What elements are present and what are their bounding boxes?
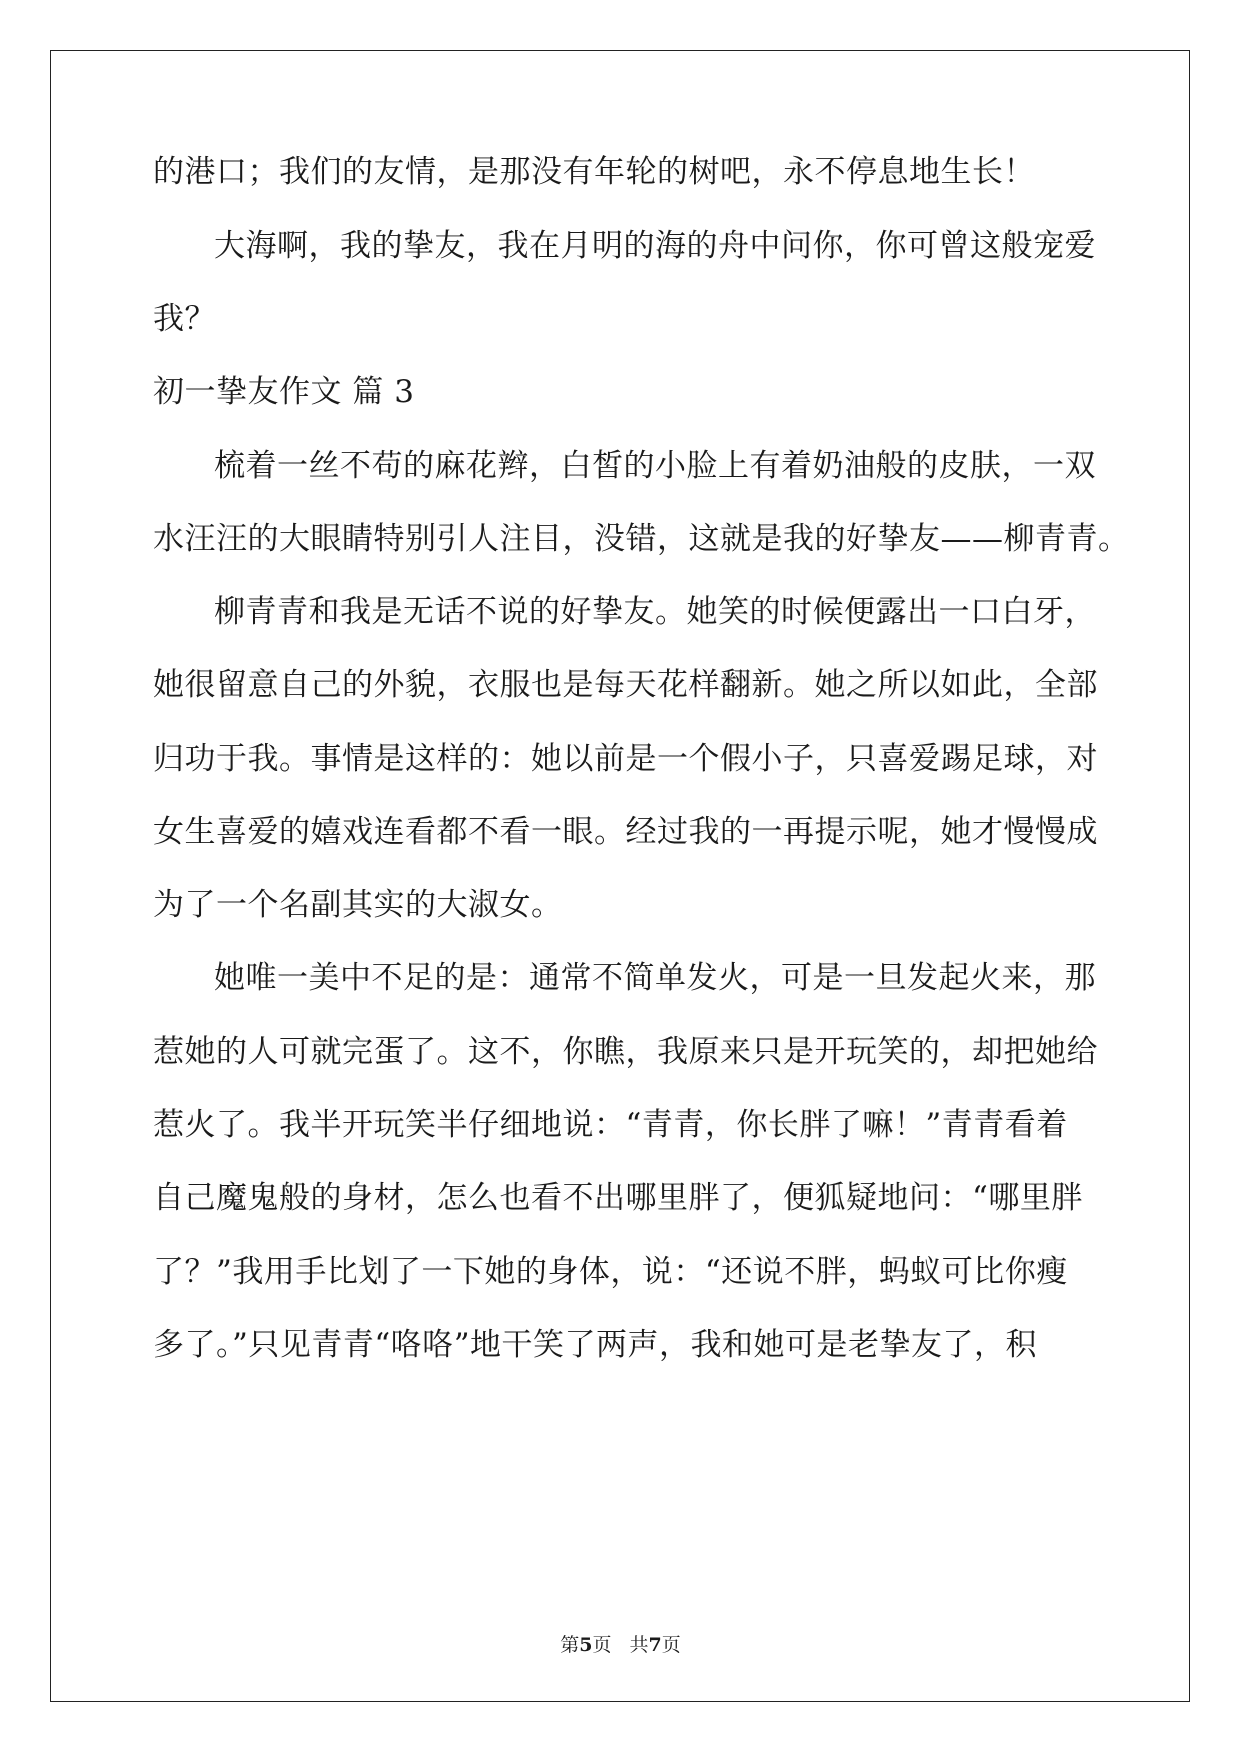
text-line: 她很留意自己的外貌，衣服也是每天花样翻新。她之所以如此，全部 xyxy=(153,667,1098,703)
page-suffix: 页 xyxy=(592,1634,612,1656)
text-line: 为了一个名副其实的大淑女。 xyxy=(153,887,563,923)
paragraph-start: 柳青青和我是无话不说的好挚友。她笑的时候便露出一口白牙， xyxy=(214,594,1096,630)
text-line: 的港口；我们的友情，是那没有年轮的树吧，永不停息地生长！ xyxy=(153,154,1035,190)
page-border xyxy=(50,50,1190,1702)
paragraph-start: 梳着一丝不苟的麻花辫，白皙的小脸上有着奶油般的皮肤，一双 xyxy=(214,448,1096,484)
page-number-current: 5 xyxy=(579,1634,593,1656)
text-line: 惹她的人可就完蛋了。这不，你瞧，我原来只是开玩笑的，却把她给 xyxy=(153,1034,1098,1070)
text-line: 归功于我。事情是这样的：她以前是一个假小子，只喜爱踢足球，对 xyxy=(153,741,1098,777)
text-line: 自己魔鬼般的身材，怎么也看不出哪里胖了，便狐疑地问：“哪里胖 xyxy=(153,1180,1083,1216)
text-line: 我？ xyxy=(153,301,216,337)
text-line: 多了。”只见青青“咯咯”地干笑了两声，我和她可是老挚友了，积 xyxy=(153,1327,1038,1363)
section-heading: 初一挚友作文 篇 3 xyxy=(153,374,415,410)
paragraph-start: 大海啊，我的挚友，我在月明的海的舟中问你，你可曾这般宠爱 xyxy=(214,228,1096,264)
total-suffix: 页 xyxy=(661,1634,681,1656)
paragraph-start: 她唯一美中不足的是：通常不简单发火，可是一旦发起火来，那 xyxy=(214,960,1096,996)
page-footer xyxy=(0,1633,1241,1657)
total-prefix: 共 xyxy=(629,1634,649,1656)
text-line: 水汪汪的大眼睛特别引人注目，没错，这就是我的好挚友——柳青青。 xyxy=(153,521,1130,557)
page-number-total: 7 xyxy=(648,1634,662,1656)
text-line: 女生喜爱的嬉戏连看都不看一眼。经过我的一再提示呢，她才慢慢成 xyxy=(153,814,1098,850)
text-line: 了？”我用手比划了一下她的身体，说：“还说不胖，蚂蚁可比你瘦 xyxy=(153,1254,1068,1290)
text-line: 惹火了。我半开玩笑半仔细地说：“青青，你长胖了嘛！”青青看着 xyxy=(153,1107,1068,1143)
page-prefix: 第 xyxy=(560,1634,580,1656)
